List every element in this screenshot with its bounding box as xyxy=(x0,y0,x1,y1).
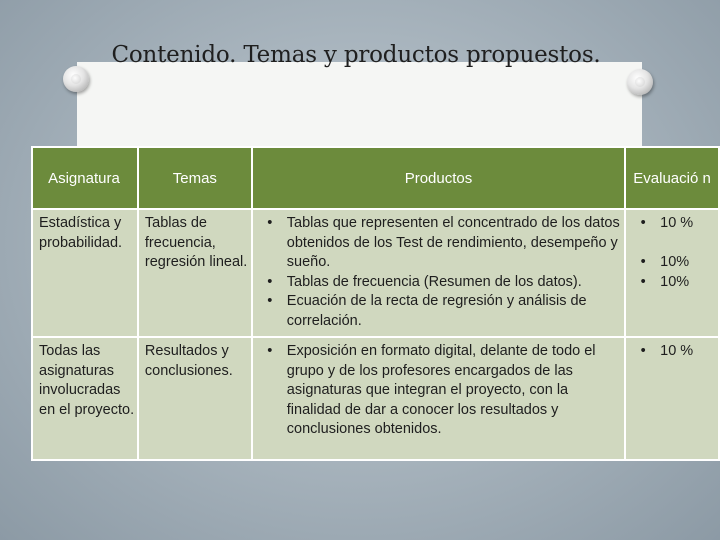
product-text: Tablas de frecuencia (Resumen de los datos). xyxy=(286,273,582,290)
pushpin-icon xyxy=(627,69,653,95)
list-item xyxy=(253,292,624,331)
bullet-icon: • xyxy=(267,273,273,290)
cell-asignatura: Estadística y probabilidad. xyxy=(33,210,137,336)
bullet-icon: • xyxy=(267,343,273,359)
cell-temas: Tablas de frecuencia, regresión lineal. xyxy=(139,210,251,336)
bullet-icon: • xyxy=(640,254,646,270)
cell-evaluacion xyxy=(626,338,718,459)
content-table xyxy=(31,146,720,461)
bullet-icon: • xyxy=(267,215,273,231)
cell-evaluacion xyxy=(626,210,718,336)
list-item xyxy=(626,214,718,234)
table-header-row xyxy=(33,148,718,208)
list-item xyxy=(626,273,718,293)
list-item xyxy=(626,342,718,362)
list-item xyxy=(253,342,624,440)
product-text: Ecuación de la recta de regresión y análisis de correlación. xyxy=(286,293,587,329)
pushpin-icon xyxy=(63,66,89,92)
eval-value: 10 % xyxy=(660,343,694,359)
slide-title: Contenido. Temas y productos propuestos. xyxy=(111,42,601,68)
table-row xyxy=(33,210,718,336)
eval-value: 10% xyxy=(660,254,690,270)
cell-productos xyxy=(253,210,624,336)
product-text: Exposición en formato digital, delante de todo el grupo y de los profesores encargados de las asignaturas que integran el proyecto, con la finalidad de dar a conocer los resultados y conclusiones obtenidos. xyxy=(286,343,596,437)
cell-productos xyxy=(253,338,624,459)
table-row xyxy=(33,338,718,459)
cell-temas: Resultados y conclusiones. xyxy=(139,338,251,459)
list-item xyxy=(626,253,718,273)
bullet-icon: • xyxy=(640,343,646,359)
bullet-icon: • xyxy=(267,293,273,309)
bullet-icon: • xyxy=(640,273,646,290)
header-productos: Productos xyxy=(253,148,624,208)
list-item xyxy=(253,214,624,273)
cell-asignatura: Todas las asignaturas involucradas en el proyecto. xyxy=(33,338,137,459)
eval-value: 10% xyxy=(660,273,690,290)
header-evaluacion: Evaluació n xyxy=(626,148,718,208)
header-asignatura: Asignatura xyxy=(33,148,137,208)
header-temas: Temas xyxy=(139,148,251,208)
bullet-icon: • xyxy=(640,215,646,231)
product-text: Tablas que representen el concentrado de los datos obtenidos de los Test de rendimiento, desempeño y sueño. xyxy=(286,215,620,270)
eval-value: 10 % xyxy=(660,215,694,231)
list-item xyxy=(253,273,624,293)
